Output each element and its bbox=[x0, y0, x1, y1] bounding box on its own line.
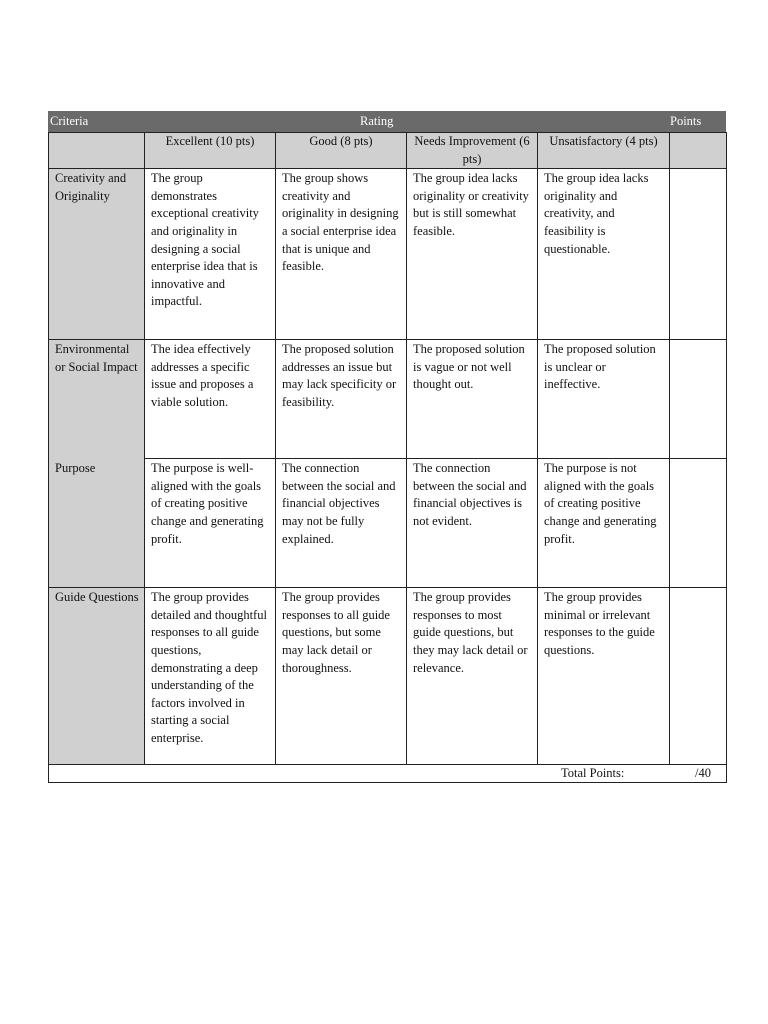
table-row bbox=[49, 169, 727, 340]
good-cell: The proposed solution addresses an issue but may lack specificity or feasibility. bbox=[276, 340, 407, 459]
table-row bbox=[49, 459, 727, 588]
criteria-blank-cell bbox=[49, 133, 145, 169]
level-header-row bbox=[49, 133, 727, 169]
criterion-cell: Creativity and Originality bbox=[49, 169, 145, 340]
total-cell bbox=[49, 765, 727, 783]
header-criteria: Criteria bbox=[50, 114, 89, 128]
excellent-cell: The group demonstrates exceptional creativity and originality in designing a social enterprise idea that is innovative and impactful. bbox=[145, 169, 276, 340]
good-cell: The group provides responses to all guide questions, but some may lack detail or thoroughness. bbox=[276, 588, 407, 765]
points-blank-cell bbox=[670, 133, 727, 169]
table-row bbox=[49, 588, 727, 765]
points-cell[interactable] bbox=[670, 588, 727, 765]
unsatisfactory-cell: The proposed solution is unclear or ineffective. bbox=[538, 340, 670, 459]
total-points-label: Total Points: bbox=[561, 766, 625, 781]
excellent-cell: The purpose is well-aligned with the goals of creating positive change and generating profit. bbox=[145, 459, 276, 588]
header-rating: Rating bbox=[360, 114, 394, 128]
needs-improvement-cell: The group idea lacks originality or creativity but is still somewhat feasible. bbox=[407, 169, 538, 340]
level-needs-improvement: Needs Improvement (6 pts) bbox=[407, 133, 538, 169]
excellent-cell: The idea effectively addresses a specific issue and proposes a viable solution. bbox=[145, 340, 276, 459]
points-cell[interactable] bbox=[670, 340, 727, 459]
table-row bbox=[49, 340, 727, 459]
criterion-cell: Environmental or Social Impact bbox=[49, 340, 145, 459]
points-cell[interactable] bbox=[670, 169, 727, 340]
criterion-cell: Purpose bbox=[49, 459, 145, 588]
unsatisfactory-cell: The purpose is not aligned with the goals of creating positive change and generating profit. bbox=[538, 459, 670, 588]
rubric-grid bbox=[48, 132, 727, 783]
level-good: Good (8 pts) bbox=[276, 133, 407, 169]
total-points-value: /40 bbox=[695, 766, 711, 781]
good-cell: The group shows creativity and originality in designing a social enterprise idea that is unique and feasible. bbox=[276, 169, 407, 340]
header-points: Points bbox=[670, 114, 702, 128]
total-row bbox=[49, 765, 727, 783]
points-cell[interactable] bbox=[670, 459, 727, 588]
needs-improvement-cell: The connection between the social and financial objectives is not evident. bbox=[407, 459, 538, 588]
needs-improvement-cell: The proposed solution is vague or not well thought out. bbox=[407, 340, 538, 459]
rubric-table bbox=[48, 111, 726, 783]
good-cell: The connection between the social and financial objectives may not be fully explained. bbox=[276, 459, 407, 588]
needs-improvement-cell: The group provides responses to most guide questions, but they may lack detail or relevance. bbox=[407, 588, 538, 765]
unsatisfactory-cell: The group idea lacks originality and creativity, and feasibility is questionable. bbox=[538, 169, 670, 340]
unsatisfactory-cell: The group provides minimal or irrelevant responses to the guide questions. bbox=[538, 588, 670, 765]
excellent-cell: The group provides detailed and thoughtful responses to all guide questions, demonstrating a deep understanding of the factors involved in starting a social enterprise. bbox=[145, 588, 276, 765]
header-bar bbox=[48, 111, 726, 132]
level-excellent: Excellent (10 pts) bbox=[145, 133, 276, 169]
criterion-cell: Guide Questions bbox=[49, 588, 145, 765]
level-unsatisfactory: Unsatisfactory (4 pts) bbox=[538, 133, 670, 169]
